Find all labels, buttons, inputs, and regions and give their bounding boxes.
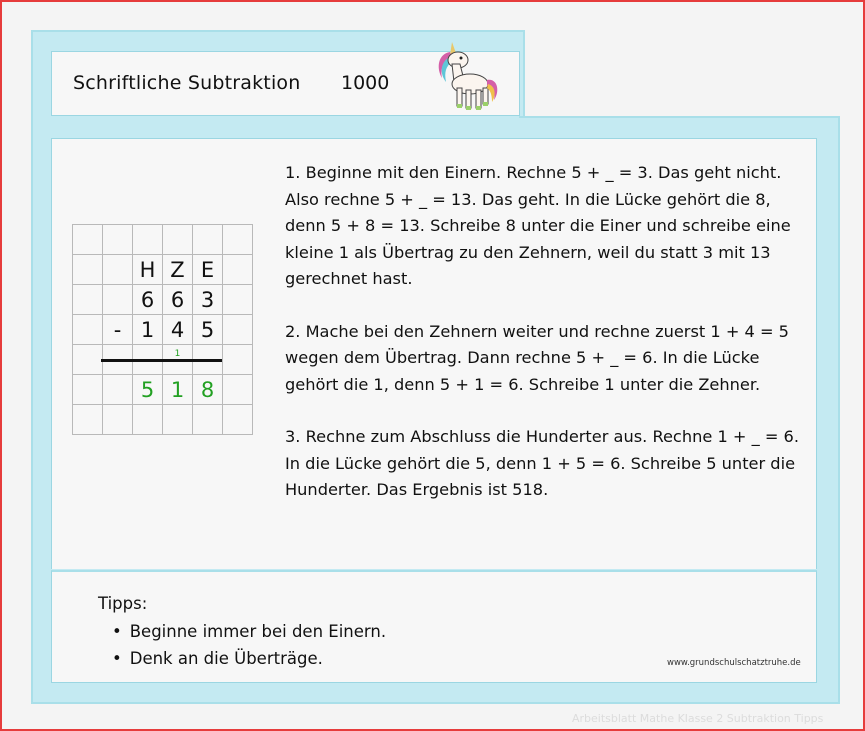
grid-cell [223,375,253,405]
unicorn-icon [430,38,502,114]
grid-cell [163,405,193,435]
grid-cell [103,405,133,435]
grid-cell [73,405,103,435]
tips-label: Tipps: [98,594,148,613]
result-digit-z: 1 [163,375,193,405]
tip-item: • Denk an die Überträge. [112,646,386,673]
grid-cell [223,405,253,435]
grid-cell [133,405,163,435]
grid-cell [103,285,133,315]
calculation-grid [72,224,253,435]
subtrahend-digit-e: 5 [193,315,223,345]
tips-list [112,619,386,672]
minuend-digit-e: 3 [193,285,223,315]
place-header-e: E [193,255,223,285]
step-instructions [285,160,805,530]
subtrahend-digit-z: 4 [163,315,193,345]
subtrahend-digit-h: 1 [133,315,163,345]
grid-cell [193,225,223,255]
grid-cell [73,285,103,315]
grid-cell [103,375,133,405]
grid-cell [73,345,103,375]
grid-cell [103,225,133,255]
place-header-h: H [133,255,163,285]
step-2-text: 2. Mache bei den Zehnern weiter und rechne zuerst 1 + 4 = 5 wegen dem Übertrag. Dann rechne 5 + _ = 6. In die Lücke gehört die 1, denn 5 + 1 = 6. Schreibe 1 unter die Zehner. [285,321,789,394]
tip-item: • Beginne immer bei den Einern. [112,619,386,646]
grid-cell [223,315,253,345]
step-1-text: 1. Beginne mit den Einern. Rechne 5 + _ = 3. Das geht nicht. Also rechne 5 + _ = 13. Das geht. In die Lücke gehört die 8, denn 5 + 8 = 13. Schreibe 8 unter die Einer und schreibe eine kleine 1 als Übertrag zu den Zehnern, weil du statt 3 mit 13 gerechnet hast. [285,163,791,288]
grid-cell [223,225,253,255]
page-title: Schriftliche Subtraktion [73,72,301,94]
grid-cell [163,225,193,255]
step-3-text: 3. Rechne zum Abschluss die Hunderter aus. Rechne 1 + _ = 6. In die Lücke gehört die 5, denn 1 + 5 = 6. Schreibe 5 unter die Hunderter. Das Ergebnis ist 518. [285,427,799,499]
minuend-digit-h: 6 [133,285,163,315]
grid-cell [73,255,103,285]
header-box [51,51,520,116]
result-line [101,359,222,362]
minus-operator: - [103,315,133,345]
place-header-z: Z [163,255,193,285]
watermark: Arbeitsblatt Mathe Klasse 2 Subtraktion Tipps [572,712,824,725]
grid-cell [73,375,103,405]
grid-cell [193,405,223,435]
carry-digit: 1 [163,345,193,375]
minuend-digit-z: 6 [163,285,193,315]
result-digit-h: 5 [133,375,163,405]
grid-cell [73,225,103,255]
grid-cell [73,315,103,345]
result-digit-e: 8 [193,375,223,405]
grid-cell [223,345,253,375]
grid-cell [103,255,133,285]
grid-cell [223,255,253,285]
website-url: www.grundschulschatztruhe.de [667,658,801,668]
number-range: 1000 [341,72,390,94]
grid-cell [133,225,163,255]
grid-cell [223,285,253,315]
